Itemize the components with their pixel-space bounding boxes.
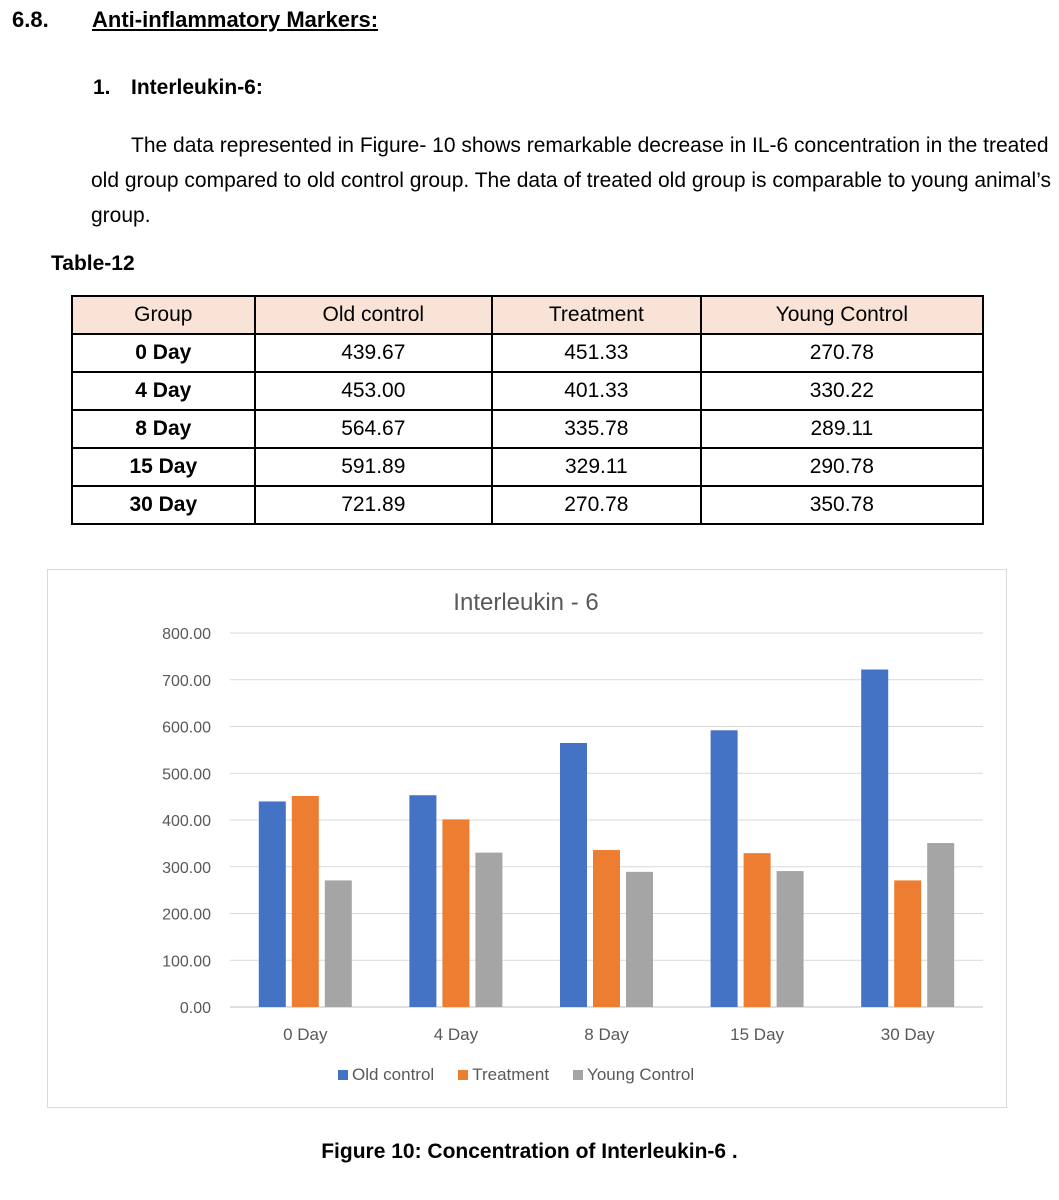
legend-swatch [573, 1070, 583, 1080]
chart-title: Interleukin - 6 [453, 589, 599, 616]
legend-item [573, 1065, 694, 1085]
bar [927, 843, 954, 1007]
header-cell: Young Control [701, 296, 983, 334]
table-row [72, 448, 983, 486]
row-label: 15 Day [72, 448, 255, 486]
bar [777, 871, 804, 1007]
bar [560, 743, 587, 1007]
x-tick-label: 8 Day [584, 1025, 629, 1044]
row-label: 4 Day [72, 372, 255, 410]
table-cell: 289.11 [701, 410, 983, 448]
subsection-number: 1. [93, 76, 111, 99]
legend-swatch [338, 1070, 348, 1080]
header-cell: Group [72, 296, 255, 334]
bar [894, 880, 921, 1007]
legend-item [338, 1065, 434, 1085]
legend-swatch [458, 1070, 468, 1080]
chart-legend [338, 1065, 694, 1085]
y-tick-label: 0.00 [179, 1000, 211, 1017]
table-cell: 453.00 [255, 372, 492, 410]
x-tick-label: 30 Day [880, 1025, 935, 1044]
bar [409, 795, 436, 1007]
table-label: Table-12 [51, 252, 135, 275]
table-cell: 401.33 [492, 372, 701, 410]
y-tick-label: 100.00 [162, 953, 211, 971]
table-header-row [72, 296, 983, 334]
row-label: 30 Day [72, 486, 255, 524]
table-cell: 330.22 [701, 372, 983, 410]
y-tick-label: 500.00 [162, 766, 211, 784]
section-title: Anti-inflammatory Markers: [92, 7, 379, 32]
bar-chart [47, 569, 1005, 1106]
table-cell: 270.78 [701, 334, 983, 372]
table-row [72, 372, 983, 410]
table-cell: 591.89 [255, 448, 492, 486]
x-tick-label: 4 Day [433, 1025, 479, 1044]
row-label: 8 Day [72, 410, 255, 448]
bar [861, 670, 888, 1007]
row-label: 0 Day [72, 334, 255, 372]
bar [325, 880, 352, 1007]
bar [292, 796, 319, 1007]
subsection-title: Interleukin-6: [131, 76, 263, 99]
table-cell: 439.67 [255, 334, 492, 372]
body-paragraph [91, 128, 1051, 233]
x-tick-label: 0 Day [283, 1025, 328, 1044]
paragraph-text: The data represented in Figure- 10 shows remarkable decrease in IL-6 concentration in the treated old group compared to old control group. The data of treated old group is comparable to young animal’s group. [91, 134, 1051, 227]
y-tick-label: 600.00 [162, 719, 211, 737]
table-cell: 270.78 [492, 486, 701, 524]
legend-item [458, 1065, 549, 1085]
legend-label: Old control [352, 1065, 435, 1084]
header-cell: Treatment [492, 296, 701, 334]
y-tick-label: 800.00 [162, 626, 211, 643]
bar [593, 850, 620, 1007]
bar [626, 872, 653, 1007]
table-cell: 564.67 [255, 410, 492, 448]
table-cell: 721.89 [255, 486, 492, 524]
table-cell: 451.33 [492, 334, 701, 372]
bar [442, 819, 469, 1007]
table-row [72, 410, 983, 448]
table-cell: 290.78 [701, 448, 983, 486]
legend-label: Treatment [472, 1065, 550, 1084]
bar [475, 853, 502, 1007]
bar [711, 730, 738, 1007]
table-cell: 350.78 [701, 486, 983, 524]
bar [259, 801, 286, 1007]
section-number: 6.8. [12, 7, 49, 32]
y-tick-label: 200.00 [162, 906, 211, 924]
table-cell: 335.78 [492, 410, 701, 448]
legend-label: Young Control [587, 1065, 695, 1084]
bar [744, 853, 771, 1007]
table-row [72, 334, 983, 372]
y-tick-label: 300.00 [162, 859, 211, 877]
x-tick-label: 15 Day [730, 1025, 785, 1044]
y-tick-label: 700.00 [162, 672, 211, 690]
figure-caption: Figure 10: Concentration of Interleukin-6 . [321, 1140, 738, 1163]
table-cell: 329.11 [492, 448, 701, 486]
header-cell: Old control [255, 296, 492, 334]
data-table [71, 295, 984, 525]
y-tick-label: 400.00 [162, 813, 211, 830]
table-row [72, 486, 983, 524]
